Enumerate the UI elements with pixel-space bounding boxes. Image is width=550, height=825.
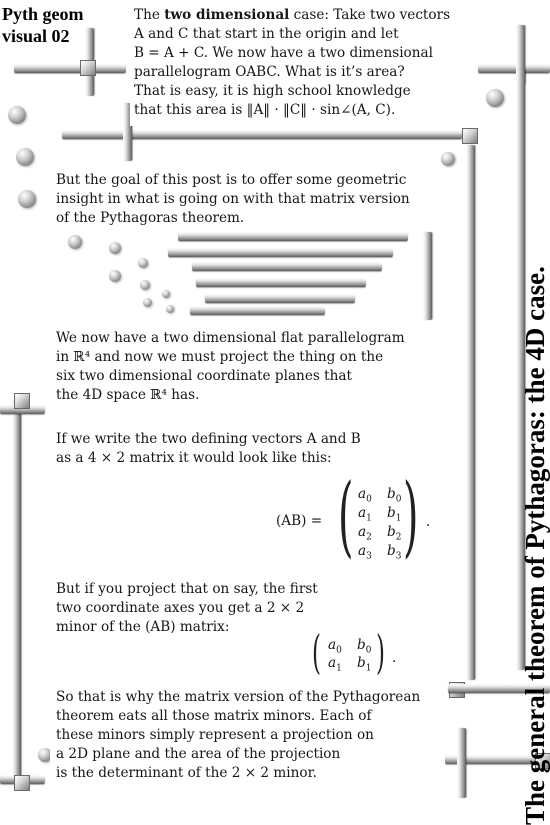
matrix-trailing-period: . [392,650,397,666]
matrix-trailing-period: . [426,514,431,530]
minor-paragraph [56,580,318,637]
metal-square-decor [14,393,30,409]
matrix-cell: $a_3$ [358,543,372,562]
text-line [134,6,450,25]
matrix-cell: $b_1$ [387,505,402,524]
text-line: that this area is ‖A‖ · ‖C‖ · sin∠(A, C). [134,102,396,118]
left-paren: ( [338,464,354,567]
text-line: A and C that start in the origin and let [134,26,399,42]
corner-title [2,3,83,47]
metal-ball-decor [441,152,455,166]
text-line: six two dimensional coordinate planes that [56,368,352,384]
text-line: of the Pythagoras theorem. [56,210,245,226]
metal-ball-decor [140,280,150,290]
text-line: these minors simply represent a projection on [56,727,374,743]
text-line: in ℝ⁴ and now we must project the thing on the [56,349,384,365]
metal-square-decor [80,60,96,76]
matrix-cell: $b_3$ [387,543,402,562]
metal-bar-decor [178,232,408,241]
metal-ball-decor [166,305,174,313]
metal-ball-decor [138,258,148,268]
metal-bar-decor [457,728,466,798]
text-line: insight in what is going on with that matrix version [56,191,410,207]
matrix-intro-paragraph [56,430,361,468]
goal-paragraph [56,171,410,228]
metal-ball-decor [143,298,152,307]
matrix-2x2-minor [312,625,402,679]
matrix-label: (AB) = [276,513,323,529]
vertical-title: The general theorem of Pythagoras: the 4D case. [520,266,550,825]
text-line: If we write the two defining vectors A and B [56,431,361,447]
metal-bar-decor [423,232,432,320]
text-line: the 4D space ℝ⁴ has. [56,387,200,403]
right-paren: ) [403,464,419,567]
text-line: as a 4 × 2 matrix it would look like this: [56,450,332,466]
matrix-cell: $a_1$ [328,655,342,674]
text-line: That is easy, it is high school knowledge [134,83,411,99]
metal-square-decor [462,128,478,144]
matrix-cell: $b_0$ [357,637,372,656]
metal-ball-decor [162,290,170,298]
metal-ball-decor [16,148,34,166]
metal-ball-decor [68,235,82,249]
corner-title-line: Pyth geom [2,4,84,24]
matrix-cell: $a_0$ [358,486,372,505]
text-line: So that is why the matrix version of the Pythagorean [56,689,421,705]
metal-ball-decor [486,89,504,107]
metal-ball-decor [109,270,121,282]
metal-bar-decor [190,306,325,315]
text-line: a 2D plane and the area of the projection [56,746,341,762]
metal-bar-decor [466,145,475,680]
right-paren: ) [376,625,385,679]
metal-bar-decor [192,262,382,271]
text-line: minor of the (AB) matrix: [56,619,230,635]
text-line: theorem eats all those matrix minors. Each of [56,708,372,724]
projection-paragraph [56,329,405,405]
corner-title-line: visual 02 [2,26,70,46]
text-line: We now have a two dimensional flat parallelogram [56,330,405,346]
text-line: parallelogram OABC. What is it’s area? [134,64,405,80]
text-run: case: Take two vectors [289,7,451,23]
text-line: two coordinate axes you get a 2 × 2 [56,600,305,616]
matrix-cell: $a_2$ [358,524,372,543]
metal-bar-decor [14,64,126,73]
metal-ball-decor [8,106,26,124]
text-line: is the determinant of the 2 × 2 minor. [56,765,317,781]
matrix-4x2 [276,464,436,568]
metal-ball-decor [109,242,121,254]
text-run: The [134,7,165,23]
metal-bar-decor [62,130,462,139]
metal-bar-decor [478,64,550,73]
conclusion-paragraph [56,688,420,783]
intro-paragraph [134,6,450,120]
metal-bar-decor [205,294,355,303]
metal-bar-decor [196,278,366,287]
text-line: But the goal of this post is to offer some geometric [56,172,407,188]
metal-bar-decor [168,248,393,257]
matrix-cell: $b_0$ [387,486,402,505]
matrix-cell: $a_1$ [358,505,372,524]
matrix-cell: $b_1$ [357,655,372,674]
text-line: But if you project that on say, the first [56,581,318,597]
metal-bar-decor [12,400,21,780]
bold-run: two dimensional [164,7,290,23]
matrix-cell: $b_2$ [387,524,402,543]
left-paren: ( [312,625,321,679]
matrix-cell: $a_0$ [328,637,342,656]
metal-ball-decor [18,190,36,208]
metal-square-decor [14,775,30,791]
text-line: B = A + C. We now have a two dimensional [134,45,433,61]
